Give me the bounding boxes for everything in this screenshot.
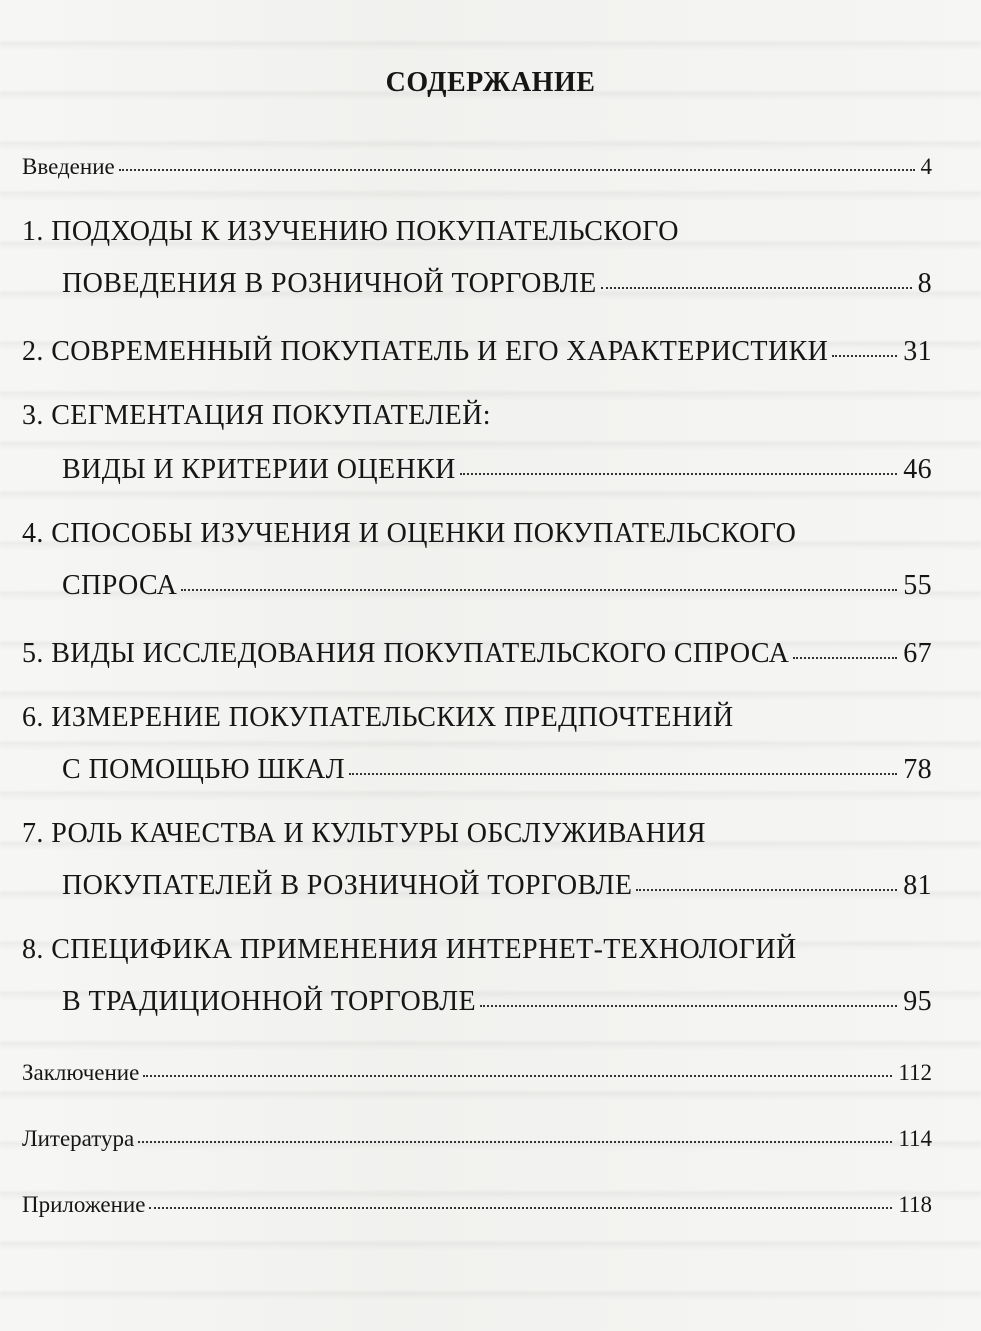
- toc-page-number: 8: [917, 268, 932, 299]
- toc-page-number: 78: [903, 754, 932, 785]
- toc-entry-literature: [22, 1126, 932, 1152]
- toc-entry-label: ПОВЕДЕНИЯ В РОЗНИЧНОЙ ТОРГОВЛЕ: [62, 268, 597, 299]
- toc-entry-label: Введение: [22, 154, 115, 179]
- toc-entry-label: ВИДЫ И КРИТЕРИИ ОЦЕНКИ: [62, 454, 456, 485]
- toc-entry-label: 2. СОВРЕМЕННЫЙ ПОКУПАТЕЛЬ И ЕГО ХАРАКТЕРИСТИКИ: [22, 336, 829, 367]
- toc-entry-label: Заключение: [22, 1060, 140, 1085]
- toc-page-number: 118: [898, 1192, 932, 1217]
- toc-entry-chapter-3: [62, 454, 932, 486]
- toc-entry-chapter-8-line-1: 8. СПЕЦИФИКА ПРИМЕНЕНИЯ ИНТЕРНЕТ-ТЕХНОЛОГИЙ: [22, 934, 797, 965]
- toc-entry-chapter-6: [62, 754, 932, 786]
- toc-page-number: 112: [898, 1060, 932, 1085]
- dot-leader: [143, 1073, 892, 1077]
- toc-entry-label: Литература: [22, 1126, 135, 1151]
- dot-leader: [832, 353, 897, 357]
- toc-entry-chapter-1-line-1: 1. ПОДХОДЫ К ИЗУЧЕНИЮ ПОКУПАТЕЛЬСКОГО: [22, 216, 679, 247]
- toc-entry-label: 5. ВИДЫ ИССЛЕДОВАНИЯ ПОКУПАТЕЛЬСКОГО СПРОСА: [22, 638, 790, 669]
- toc-entry-label: Приложение: [22, 1192, 146, 1217]
- toc-entry-appendix: [22, 1192, 932, 1218]
- toc-entry-chapter-2: [22, 336, 932, 368]
- toc-page-number: 95: [903, 986, 932, 1017]
- toc-entry-chapter-8: [62, 986, 932, 1018]
- toc-page-number: 81: [903, 870, 932, 901]
- toc-entry-introduction: [22, 154, 932, 180]
- toc-entry-chapter-1: [62, 268, 932, 300]
- toc-title: СОДЕРЖАНИЕ: [385, 67, 596, 98]
- dot-leader: [349, 771, 897, 775]
- toc-page-number: 46: [903, 454, 932, 485]
- dot-leader: [138, 1139, 892, 1143]
- dot-leader: [636, 887, 897, 891]
- toc-entry-chapter-3-line-1: 3. СЕГМЕНТАЦИЯ ПОКУПАТЕЛЕЙ:: [22, 400, 491, 431]
- toc-entry-chapter-7: [62, 870, 932, 902]
- toc-entry-chapter-4: [62, 570, 932, 602]
- toc-entry-conclusion: [22, 1060, 932, 1086]
- dot-leader: [480, 1003, 897, 1007]
- toc-entry-chapter-6-line-1: 6. ИЗМЕРЕНИЕ ПОКУПАТЕЛЬСКИХ ПРЕДПОЧТЕНИЙ: [22, 702, 734, 733]
- dot-leader: [119, 167, 915, 171]
- toc-page-number: 55: [903, 570, 932, 601]
- dot-leader: [601, 285, 912, 289]
- dot-leader: [460, 471, 897, 475]
- toc-entry-chapter-7-line-1: 7. РОЛЬ КАЧЕСТВА И КУЛЬТУРЫ ОБСЛУЖИВАНИЯ: [22, 818, 707, 849]
- toc-entry-chapter-4-line-1: 4. СПОСОБЫ ИЗУЧЕНИЯ И ОЦЕНКИ ПОКУПАТЕЛЬСКОГО: [22, 518, 797, 549]
- dot-leader: [181, 587, 897, 591]
- toc-page-number: 114: [898, 1126, 932, 1151]
- dot-leader: [149, 1205, 892, 1209]
- dot-leader: [793, 655, 897, 659]
- toc-page-number: 67: [903, 638, 932, 669]
- toc-page-number: 4: [920, 154, 932, 179]
- toc-entry-label: С ПОМОЩЬЮ ШКАЛ: [62, 754, 346, 785]
- toc-entry-label: В ТРАДИЦИОННОЙ ТОРГОВЛЕ: [62, 986, 476, 1017]
- toc-entry-label: СПРОСА: [62, 570, 178, 601]
- toc-entry-label: ПОКУПАТЕЛЕЙ В РОЗНИЧНОЙ ТОРГОВЛЕ: [62, 870, 633, 901]
- toc-page-number: 31: [903, 336, 932, 367]
- toc-entry-chapter-5: [22, 638, 932, 670]
